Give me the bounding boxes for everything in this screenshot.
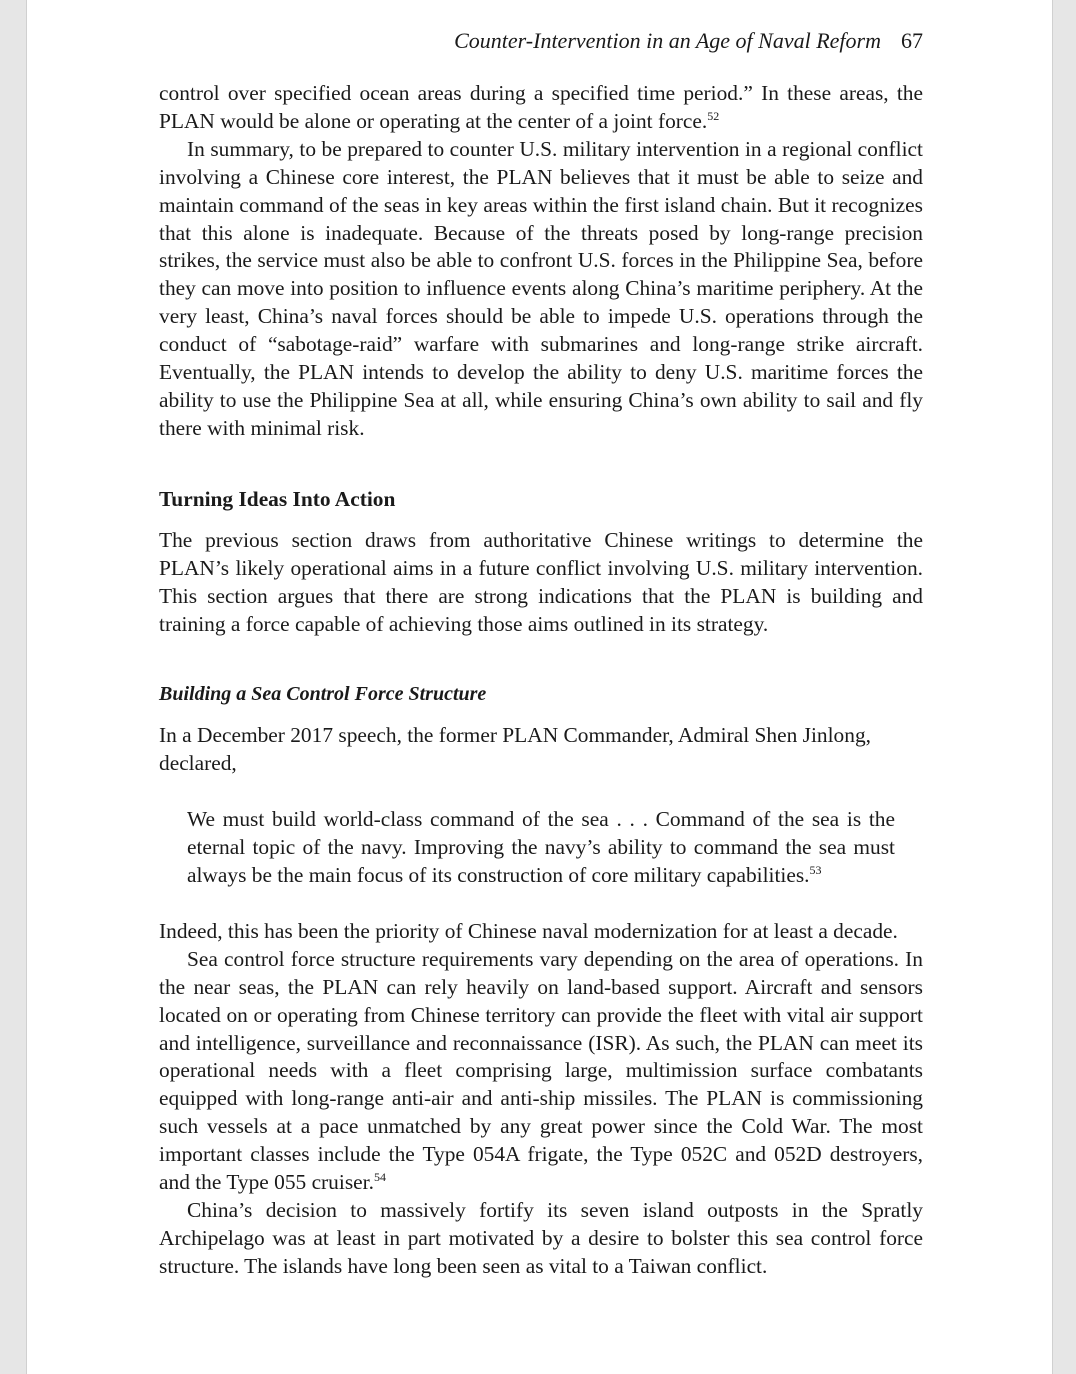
footnote-ref: 54 <box>373 1169 386 1184</box>
page-number: 67 <box>901 28 923 53</box>
paragraph <box>159 80 923 136</box>
paragraph: The previous section draws from authoritative Chinese writings to determine the PLAN’s likely operational aims in a future conflict involving U.S. military intervention. This section argues that there are strong indications that the PLAN is building and training a force capable of achieving those aims outlined in its strategy. <box>159 527 923 636</box>
paragraph: In a December 2017 speech, the former PLAN Commander, Admiral Shen Jinlong, declared, <box>159 723 871 776</box>
paragraph: Indeed, this has been the priority of Chinese naval modernization for at least a decade. <box>159 918 898 943</box>
block-quote <box>187 806 895 890</box>
document-page <box>26 0 1053 1374</box>
paragraph <box>159 946 923 1197</box>
paragraph-text: Sea control force structure requirements vary depending on the area of operations. In the near seas, the PLAN can rely heavily on land-based support. Aircraft and sensors located on or operating from Chinese territory can provide the fleet with vital air support and intelligence, surveillance and reconnaissance (ISR). As such, the PLAN can meet its operational needs with a fleet comprising large, multimission surface combatants equipped with long-range anti-air and anti-ship missiles. The PLAN is commissioning such vessels at a pace unmatched by any great power since the Cold War. The most important classes include the Type 054A frigate, the Type 052C and 052D destroyers, and the Type 055 cruiser. <box>159 946 923 1195</box>
running-title: Counter-Intervention in an Age of Naval Reform <box>454 28 881 53</box>
footnote-ref: 53 <box>809 862 822 877</box>
footnote-ref: 52 <box>707 108 720 123</box>
section-heading: Turning Ideas Into Action <box>159 486 396 511</box>
paragraph-text: control over specified ocean areas during a specified time period.” In these areas, the PLAN would be alone or operating at the center of a joint force. <box>159 81 923 133</box>
paragraph: China’s decision to massively fortify its seven island outposts in the Spratly Archipelago was at least in part motivated by a desire to bolster this sea control force structure. The islands have long been seen as vital to a Taiwan conflict. <box>159 1198 923 1278</box>
body-text <box>159 80 923 1281</box>
paragraph: In summary, to be prepared to counter U.S. military intervention in a regional conflict involving a Chinese core interest, the PLAN believes that it must be able to seize and maintain command of the seas in key areas within the first island chain. But it recognizes that this alone is inadequate. Because of the threats posed by long-range precision strikes, the service must also be able to confront U.S. forces in the Philippine Sea, before they can move into position to influence events along China’s maritime periphery. At the very least, China’s naval forces should be able to impede U.S. operations through the conduct of “sabotage-raid” warfare with submarines and long-range strike aircraft. Eventually, the PLAN intends to develop the ability to deny U.S. maritime forces the ability to use the Philippine Sea at all, while ensuring China’s own ability to sail and fly there with minimal risk. <box>159 136 923 440</box>
subsection-heading: Building a Sea Control Force Structure <box>159 683 487 706</box>
quote-text: We must build world-class command of the sea . . . Command of the sea is the eternal topic of the navy. Improving the navy’s ability to command the sea must always be the main focus of its construction of core military capabilities. <box>187 807 895 888</box>
running-header <box>159 26 923 56</box>
